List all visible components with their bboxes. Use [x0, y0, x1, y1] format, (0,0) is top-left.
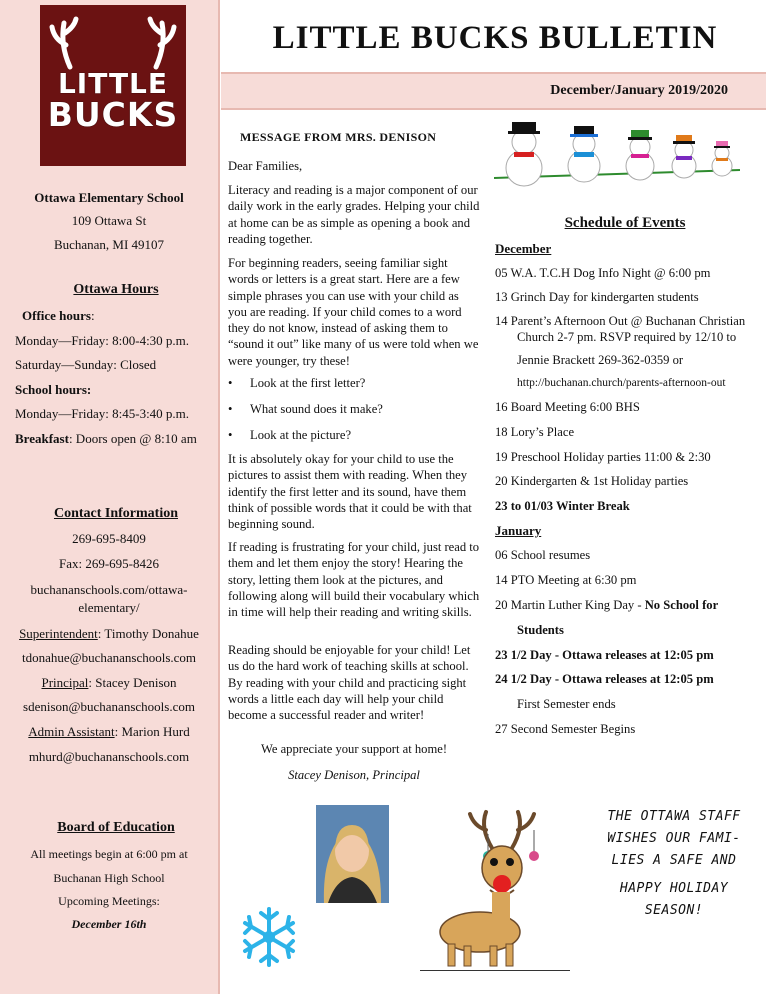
- message-heading: MESSAGE FROM MRS. DENISON: [240, 130, 437, 144]
- antlers-icon: [40, 5, 186, 75]
- schedule-event: 19 Preschool Holiday parties 11:00 & 2:30: [495, 450, 711, 464]
- message-signature: Stacey Denison, Principal: [288, 768, 420, 782]
- contact-website-line2[interactable]: elementary/: [78, 600, 140, 615]
- staff-note-line: THE OTTAWA STAFF: [607, 809, 741, 824]
- snowflake-icon: [237, 905, 301, 969]
- schedule-event: 05 W.A. T.C.H Dog Info Night @ 6:00 pm: [495, 266, 711, 280]
- superintendent-email[interactable]: tdonahue@buchananschools.com: [21, 650, 197, 665]
- schedule-event: 27 Second Semester Begins: [495, 722, 636, 736]
- contact-fax: Fax: 269-695-8426: [58, 556, 160, 571]
- board-line-1: All meetings begin at 6:00 pm at: [30, 847, 188, 861]
- little-bucks-logo: [40, 5, 186, 166]
- schedule-event: Students: [517, 623, 564, 637]
- schedule-event: First Semester ends: [517, 697, 616, 711]
- school-hours-label: School hours:: [15, 382, 92, 397]
- schedule-event: 14 PTO Meeting at 6:30 pm: [495, 573, 637, 587]
- school-name: Ottawa Elementary School: [34, 190, 184, 205]
- hours-heading: Ottawa Hours: [73, 282, 159, 297]
- schedule-event: 23 1/2 Day - Ottawa releases at 12:05 pm: [495, 648, 714, 662]
- admin-assistant-email[interactable]: mhurd@buchananschools.com: [28, 749, 190, 764]
- schedule-event: Jennie Brackett 269-362-0359 or: [517, 353, 684, 367]
- schedule-event: 24 1/2 Day - Ottawa releases at 12:05 pm: [495, 672, 714, 686]
- principal: Principal: Stacey Denison: [41, 675, 177, 690]
- schedule-title: Schedule of Events: [564, 215, 686, 231]
- office-hours-weekend: Saturday—Sunday: Closed: [15, 357, 157, 372]
- message-paragraph-4: If reading is frustrating for your child, just read to them and let them enjoy the story! Hearing the story, letting them look at the pictures, and following along will build their vocabulary which in time will help their reading and writing skills.: [228, 540, 480, 620]
- schedule-december-label: December: [495, 241, 552, 256]
- school-address-city: Buchanan, MI 49107: [53, 237, 165, 252]
- date-band: [221, 72, 766, 110]
- message-paragraph-1: Literacy and reading is a major component of our daily work in the early grades. Helping your child at home can be as simple as opening a book and reading together.: [228, 183, 480, 246]
- contact-website-line1[interactable]: buchananschools.com/ottawa-: [30, 582, 188, 597]
- admin-assistant: Admin Assistant: Marion Hurd: [28, 724, 190, 739]
- contact-phone: 269-695-8409: [72, 531, 146, 546]
- schedule-event: 16 Board Meeting 6:00 BHS: [495, 400, 640, 414]
- sidebar: [0, 0, 220, 994]
- schedule-january-label: January: [495, 523, 542, 538]
- staff-holiday-note: [588, 806, 760, 922]
- school-address-street: 109 Ottawa St: [71, 213, 147, 228]
- board-line-3: Upcoming Meetings:: [58, 894, 160, 908]
- office-hours-label: Office hours:: [22, 308, 95, 323]
- schedule-event: 20 Kindergarten & 1st Holiday parties: [495, 474, 689, 488]
- logo-text-bucks: BUCKS: [47, 95, 179, 134]
- superintendent: Superintendent: Timothy Donahue: [19, 626, 199, 641]
- board-meeting-date: December 16th: [71, 917, 147, 931]
- staff-note-line: WISHES OUR FAMI-: [607, 831, 741, 846]
- schedule-event: 14 Parent’s Afternoon Out @ Buchanan Christian: [495, 314, 746, 328]
- reindeer-illustration-icon: [430, 808, 570, 970]
- message-paragraph-3: It is absolutely okay for your child to use the pictures to assist them with reading. When they identify the first letter and its sound, have them think of possible words that it could be with that beginning sound.: [228, 452, 472, 532]
- issue-date: December/January 2019/2020: [550, 83, 728, 98]
- breakfast-hours: Breakfast: Doors open @ 8:10 am: [15, 431, 197, 446]
- school-hours-weekday: Monday—Friday: 8:45-3:40 p.m.: [15, 406, 190, 421]
- message-paragraph-5: Reading should be enjoyable for your child! Let us do the hard work of teaching skills at school. By reading with your child and practicing sight words a little each day will help your child become a successful reader and writer!: [228, 643, 471, 723]
- schedule-event: Church 2-7 pm. RSVP required by 12/10 to: [517, 330, 737, 344]
- office-hours-weekday: Monday—Friday: 8:00-4:30 p.m.: [15, 333, 190, 348]
- staff-note-line: SEASON!: [644, 903, 704, 918]
- message-paragraph-2: For beginning readers, seeing familiar sight words or letters is a great start. Here are a few simple phrases you can use with your child as you are reading. If your child comes to a word they do not know, instead of asking them to “sound it out” like many of us were told when we were younger, try these!: [228, 256, 479, 368]
- schedule-event: 13 Grinch Day for kindergarten students: [495, 290, 699, 304]
- schedule-event: 06 School resumes: [495, 548, 591, 562]
- message-greeting: Dear Families,: [228, 159, 303, 173]
- snowmen-illustration-icon: [494, 120, 740, 190]
- board-line-2: Buchanan High School: [53, 871, 165, 885]
- divider-line: [420, 970, 570, 971]
- schedule-event: 23 to 01/03 Winter Break: [495, 499, 630, 513]
- staff-note-line: LIES A SAFE AND: [611, 853, 737, 868]
- staff-note-line: HAPPY HOLIDAY: [619, 881, 729, 896]
- contact-heading: Contact Information: [53, 506, 179, 521]
- logo-text-little: LITTLE: [57, 67, 169, 100]
- bulletin-title: LITTLE BUCKS BULLETIN: [272, 20, 718, 56]
- schedule-event: 20 Martin Luther King Day - No School for: [495, 598, 719, 612]
- schedule-event: 18 Lory’s Place: [495, 425, 575, 439]
- board-heading: Board of Education: [57, 820, 175, 835]
- principal-photo: [316, 805, 389, 903]
- schedule-event-link[interactable]: http://buchanan.church/parents-afternoon-out: [517, 377, 726, 389]
- message-closing: We appreciate your support at home!: [260, 742, 448, 756]
- principal-email[interactable]: sdenison@buchananschools.com: [23, 699, 195, 714]
